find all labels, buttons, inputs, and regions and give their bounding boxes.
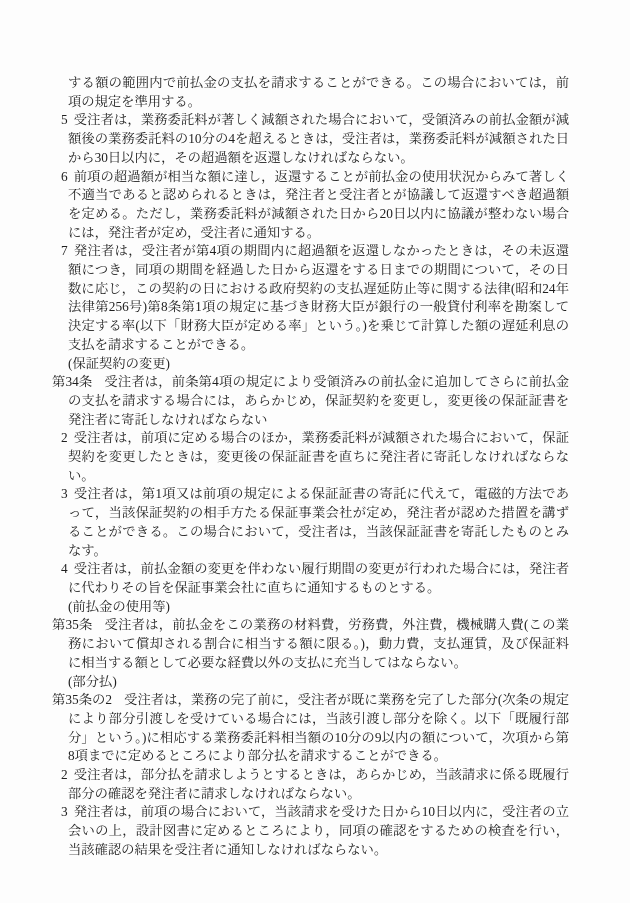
clause-paragraph-6 — [52, 168, 569, 243]
clause-number: 2 — [61, 767, 68, 783]
clause-text: 前項の超過額が相当な額に達し，返還することが前払金の使用状況からみて著しく不適当であると認められるときは，発注者と受注者とが協議して返還すべき超過額を定める。ただし，業務委託料が減額された日から20日以内に協議が整わない場合には，発注者が定め，受注者に通知する。 — [68, 168, 569, 240]
clause-number: 5 — [61, 112, 68, 128]
article-text: 受注者は，前払金をこの業務の材料費，労務費，外注費，機械購入費(この業務において償却される割合に相当する額に限る。)，動力費，支払運賃，及び保証料に相当する額として必要な経費以外の支払に充当してはならない。 — [68, 617, 569, 670]
clause-paragraph-35-2-3 — [52, 803, 569, 859]
clause-text: 受注者は，前払金額の変更を伴わない履行期間の変更が行われた場合には，発注者に代わりその旨を保証事業会社に直ちに通知するものとする。 — [68, 561, 569, 595]
clause-text: 発注者は，前項の場合において，当該請求を受けた日から10日以内に，受注者の立会いの上，設計図書に定めるところにより，同項の確認をするための検査を行い，当該確認の結果を受注者に通知しなければならない。 — [68, 804, 569, 857]
clause-number: 4 — [61, 561, 68, 577]
clause-paragraph-35-2-2 — [52, 766, 569, 803]
section-heading-advance-payment-use: (前払金の使用等) — [68, 598, 170, 614]
article-34-paragraph — [52, 373, 569, 429]
continuation-paragraph: する額の範囲内で前払金の支払を請求することができる。この場合においては，前項の規定を準用する。 — [68, 75, 569, 109]
clause-number: 6 — [61, 168, 68, 184]
article-35-2-paragraph — [52, 691, 569, 766]
contract-text-block — [52, 74, 569, 860]
clause-number: 2 — [61, 430, 68, 446]
clause-paragraph-34-4 — [52, 560, 569, 597]
clause-text: 発注者は，受注者が第4項の期間内に超過額を返還しなかったときは，その未返還額につき，同項の期間を経過した日から返還をする日までの期間について，その日数に応じ，この契約の日における政府契約の支払遅延防止等に関する法律(昭和24年法律第256号)第8条第1項の規定に基づき財務大臣が銀行の一般貸付利率を勘案して決定する率(以下「財務大臣が定める率」という。)を乗じて計算した額の遅延利息の支払を請求することができる。 — [68, 243, 569, 352]
article-text: 受注者は，前条第4項の規定により受領済みの前払金に追加してさらに前払金の支払を請求する場合には，あらかじめ，保証契約を変更し，変更後の保証証書を発注者に寄託しなければならない — [68, 374, 569, 427]
section-heading-guarantee-change: (保証契約の変更) — [68, 355, 170, 371]
clause-paragraph-5 — [52, 111, 569, 167]
article-number: 第35条の2 — [52, 692, 113, 708]
clause-number: 3 — [61, 486, 68, 502]
clause-text: 受注者は，部分払を請求しようとするときは，あらかじめ，当該請求に係る既履行部分の確認を発注者に請求しなければならない。 — [68, 767, 569, 801]
clause-paragraph-34-3 — [52, 485, 569, 560]
clause-paragraph-34-2 — [52, 429, 569, 485]
section-heading-partial-payment: (部分払) — [68, 673, 117, 689]
article-number: 第34条 — [52, 374, 93, 390]
clause-text: 受注者は，業務委託料が著しく減額された場合において，受領済みの前払金額が減額後の業務委託料の10分の4を超えるときは，受注者は，業務委託料が減額された日から30日以内に，その超過額を返還しなければならない。 — [68, 112, 569, 165]
article-number: 第35条 — [52, 617, 93, 633]
article-text: 受注者は，業務の完了前に，受注者が既に業務を完了した部分(次条の規定により部分引渡しを受けている場合には，当該引渡し部分を除く。以下「既履行部分」という。)に相応する業務委託料相当額の10分の9以内の額について，次項から第8項までに定めるところにより部分払を請求することができる。 — [68, 692, 569, 764]
clause-paragraph-7 — [52, 242, 569, 354]
clause-number: 3 — [61, 804, 68, 820]
clause-number: 7 — [61, 243, 68, 259]
clause-text: 受注者は，前項に定める場合のほか，業務委託料が減額された場合において，保証契約を変更したときは，変更後の保証証書を直ちに発注者に寄託しなければならない。 — [68, 430, 569, 483]
article-35-paragraph — [52, 616, 569, 672]
clause-text: 受注者は，第1項又は前項の規定による保証証書の寄託に代えて，電磁的方法であって，当該保証契約の相手方たる保証事業会社が定め，発注者が認めた措置を講ずることができる。この場合において，受注者は，当該保証証書を寄託したものとみなす。 — [68, 486, 569, 558]
